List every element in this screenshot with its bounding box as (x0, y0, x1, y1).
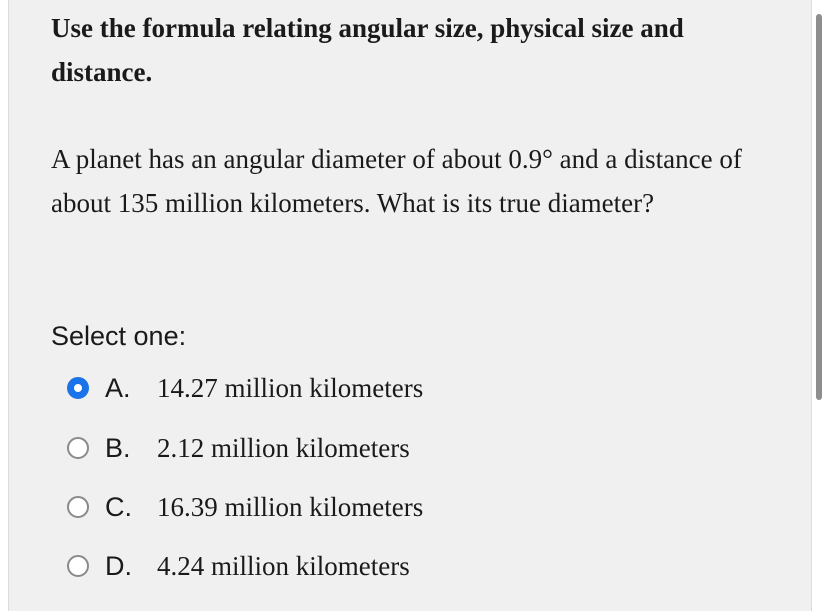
option-d-letter: D. (105, 550, 132, 581)
radio-c[interactable] (67, 496, 89, 518)
option-a-text: 14.27 million kilometers (157, 372, 424, 403)
select-prompt: Select one: (51, 321, 187, 351)
radio-a-checked[interactable] (67, 377, 89, 399)
option-b[interactable] (67, 428, 410, 468)
question-instruction: Use the formula relating angular size, physical size and distance. (51, 13, 684, 87)
option-c-text: 16.39 million kilometers (157, 491, 424, 522)
option-c[interactable] (67, 487, 423, 527)
option-d-text: 4.24 million kilometers (157, 550, 410, 581)
radio-b[interactable] (67, 437, 89, 459)
radio-d[interactable] (67, 555, 89, 577)
option-b-letter: B. (105, 432, 131, 463)
option-a-letter: A. (105, 372, 131, 403)
option-c-letter: C. (105, 491, 132, 522)
option-a[interactable] (67, 368, 423, 408)
question-panel (8, 0, 812, 611)
option-d[interactable] (67, 546, 410, 586)
option-b-text: 2.12 million kilometers (157, 432, 410, 463)
question-text: A planet has an angular diameter of about 0.9° and a distance of about 135 million kilometers. What is its true diameter? (51, 144, 742, 218)
vertical-scrollbar[interactable] (816, 14, 822, 400)
